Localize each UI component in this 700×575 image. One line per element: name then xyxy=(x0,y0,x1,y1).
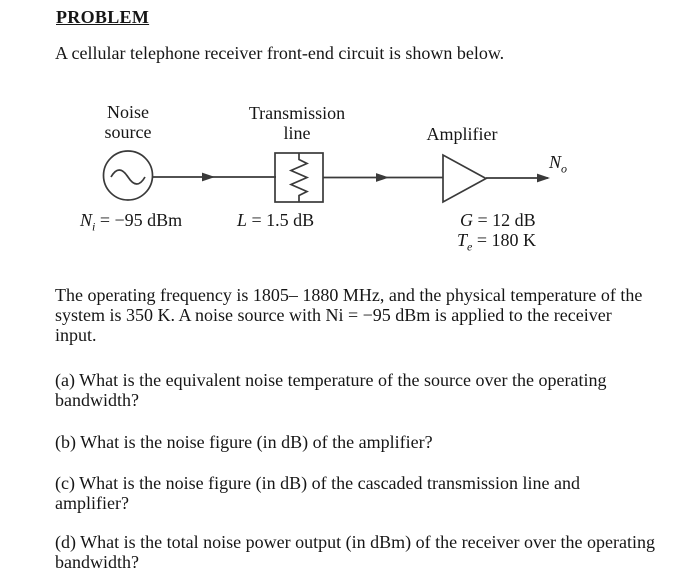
te-value: = 180 K xyxy=(472,230,536,250)
intro-text xyxy=(55,43,504,63)
question-c-line: amplifier? xyxy=(55,493,129,513)
ni-subscript: i xyxy=(92,219,96,234)
question-d-line: bandwidth? xyxy=(55,552,139,572)
circuit-strokes xyxy=(104,151,551,202)
noise-source-label-line2: source xyxy=(104,122,152,142)
statement-line: The operating frequency is 1805– 1880 MHz, and the physical temperature of the xyxy=(55,285,643,305)
loss-value: = 1.5 dB xyxy=(247,210,315,230)
output-noise-subscript: o xyxy=(561,161,568,176)
intro-line: A cellular telephone receiver front-end circuit is shown below. xyxy=(55,43,505,63)
question-c xyxy=(55,473,580,513)
gain-value-label xyxy=(460,210,536,230)
amplifier-label: Amplifier xyxy=(426,124,498,144)
gain-value: = 12 dB xyxy=(473,210,536,230)
question-b-line: (b) What is the noise figure (in dB) of the amplifier? xyxy=(55,432,433,452)
transmission-line-icon xyxy=(275,153,323,202)
te-subscript: e xyxy=(467,239,473,254)
problem-statement xyxy=(55,285,642,345)
ni-value: = −95 dBm xyxy=(95,210,183,230)
question-b xyxy=(55,432,433,452)
statement-line: input. xyxy=(55,325,97,345)
question-a xyxy=(55,370,606,410)
question-d xyxy=(55,532,655,572)
loss-value-label xyxy=(237,210,314,230)
question-d-line: (d) What is the total noise power output (in dBm) of the receiver over the operating xyxy=(55,532,655,552)
ni-value-label xyxy=(80,210,183,234)
arrowhead-icon xyxy=(202,173,215,182)
output-noise-symbol: N xyxy=(549,152,562,172)
amplifier-icon xyxy=(443,155,486,202)
te-symbol: T xyxy=(457,230,468,250)
transmission-line-label xyxy=(242,103,352,143)
noise-source-label xyxy=(84,102,172,142)
noise-source-label-line1: Noise xyxy=(107,102,149,122)
ni-symbol: N xyxy=(80,210,93,230)
question-a-line: bandwidth? xyxy=(55,390,139,410)
loss-symbol: L xyxy=(237,210,248,230)
transmission-line-label-line1: Transmission xyxy=(248,103,346,123)
te-value-label xyxy=(457,230,536,254)
arrowhead-icon xyxy=(376,173,389,182)
question-a-line: (a) What is the equivalent noise temperature of the source over the operating xyxy=(55,370,607,390)
transmission-line-label-line2: line xyxy=(283,123,311,143)
page-title: PROBLEM xyxy=(56,7,150,27)
gain-symbol: G xyxy=(460,210,473,230)
statement-line: system is 350 K. A noise source with Ni = −95 dBm is applied to the receiver xyxy=(55,305,612,325)
arrowhead-icon xyxy=(537,174,550,183)
output-noise-label xyxy=(549,152,568,176)
noise-source-icon xyxy=(104,151,153,200)
question-c-line: (c) What is the noise figure (in dB) of the cascaded transmission line and xyxy=(55,473,581,493)
